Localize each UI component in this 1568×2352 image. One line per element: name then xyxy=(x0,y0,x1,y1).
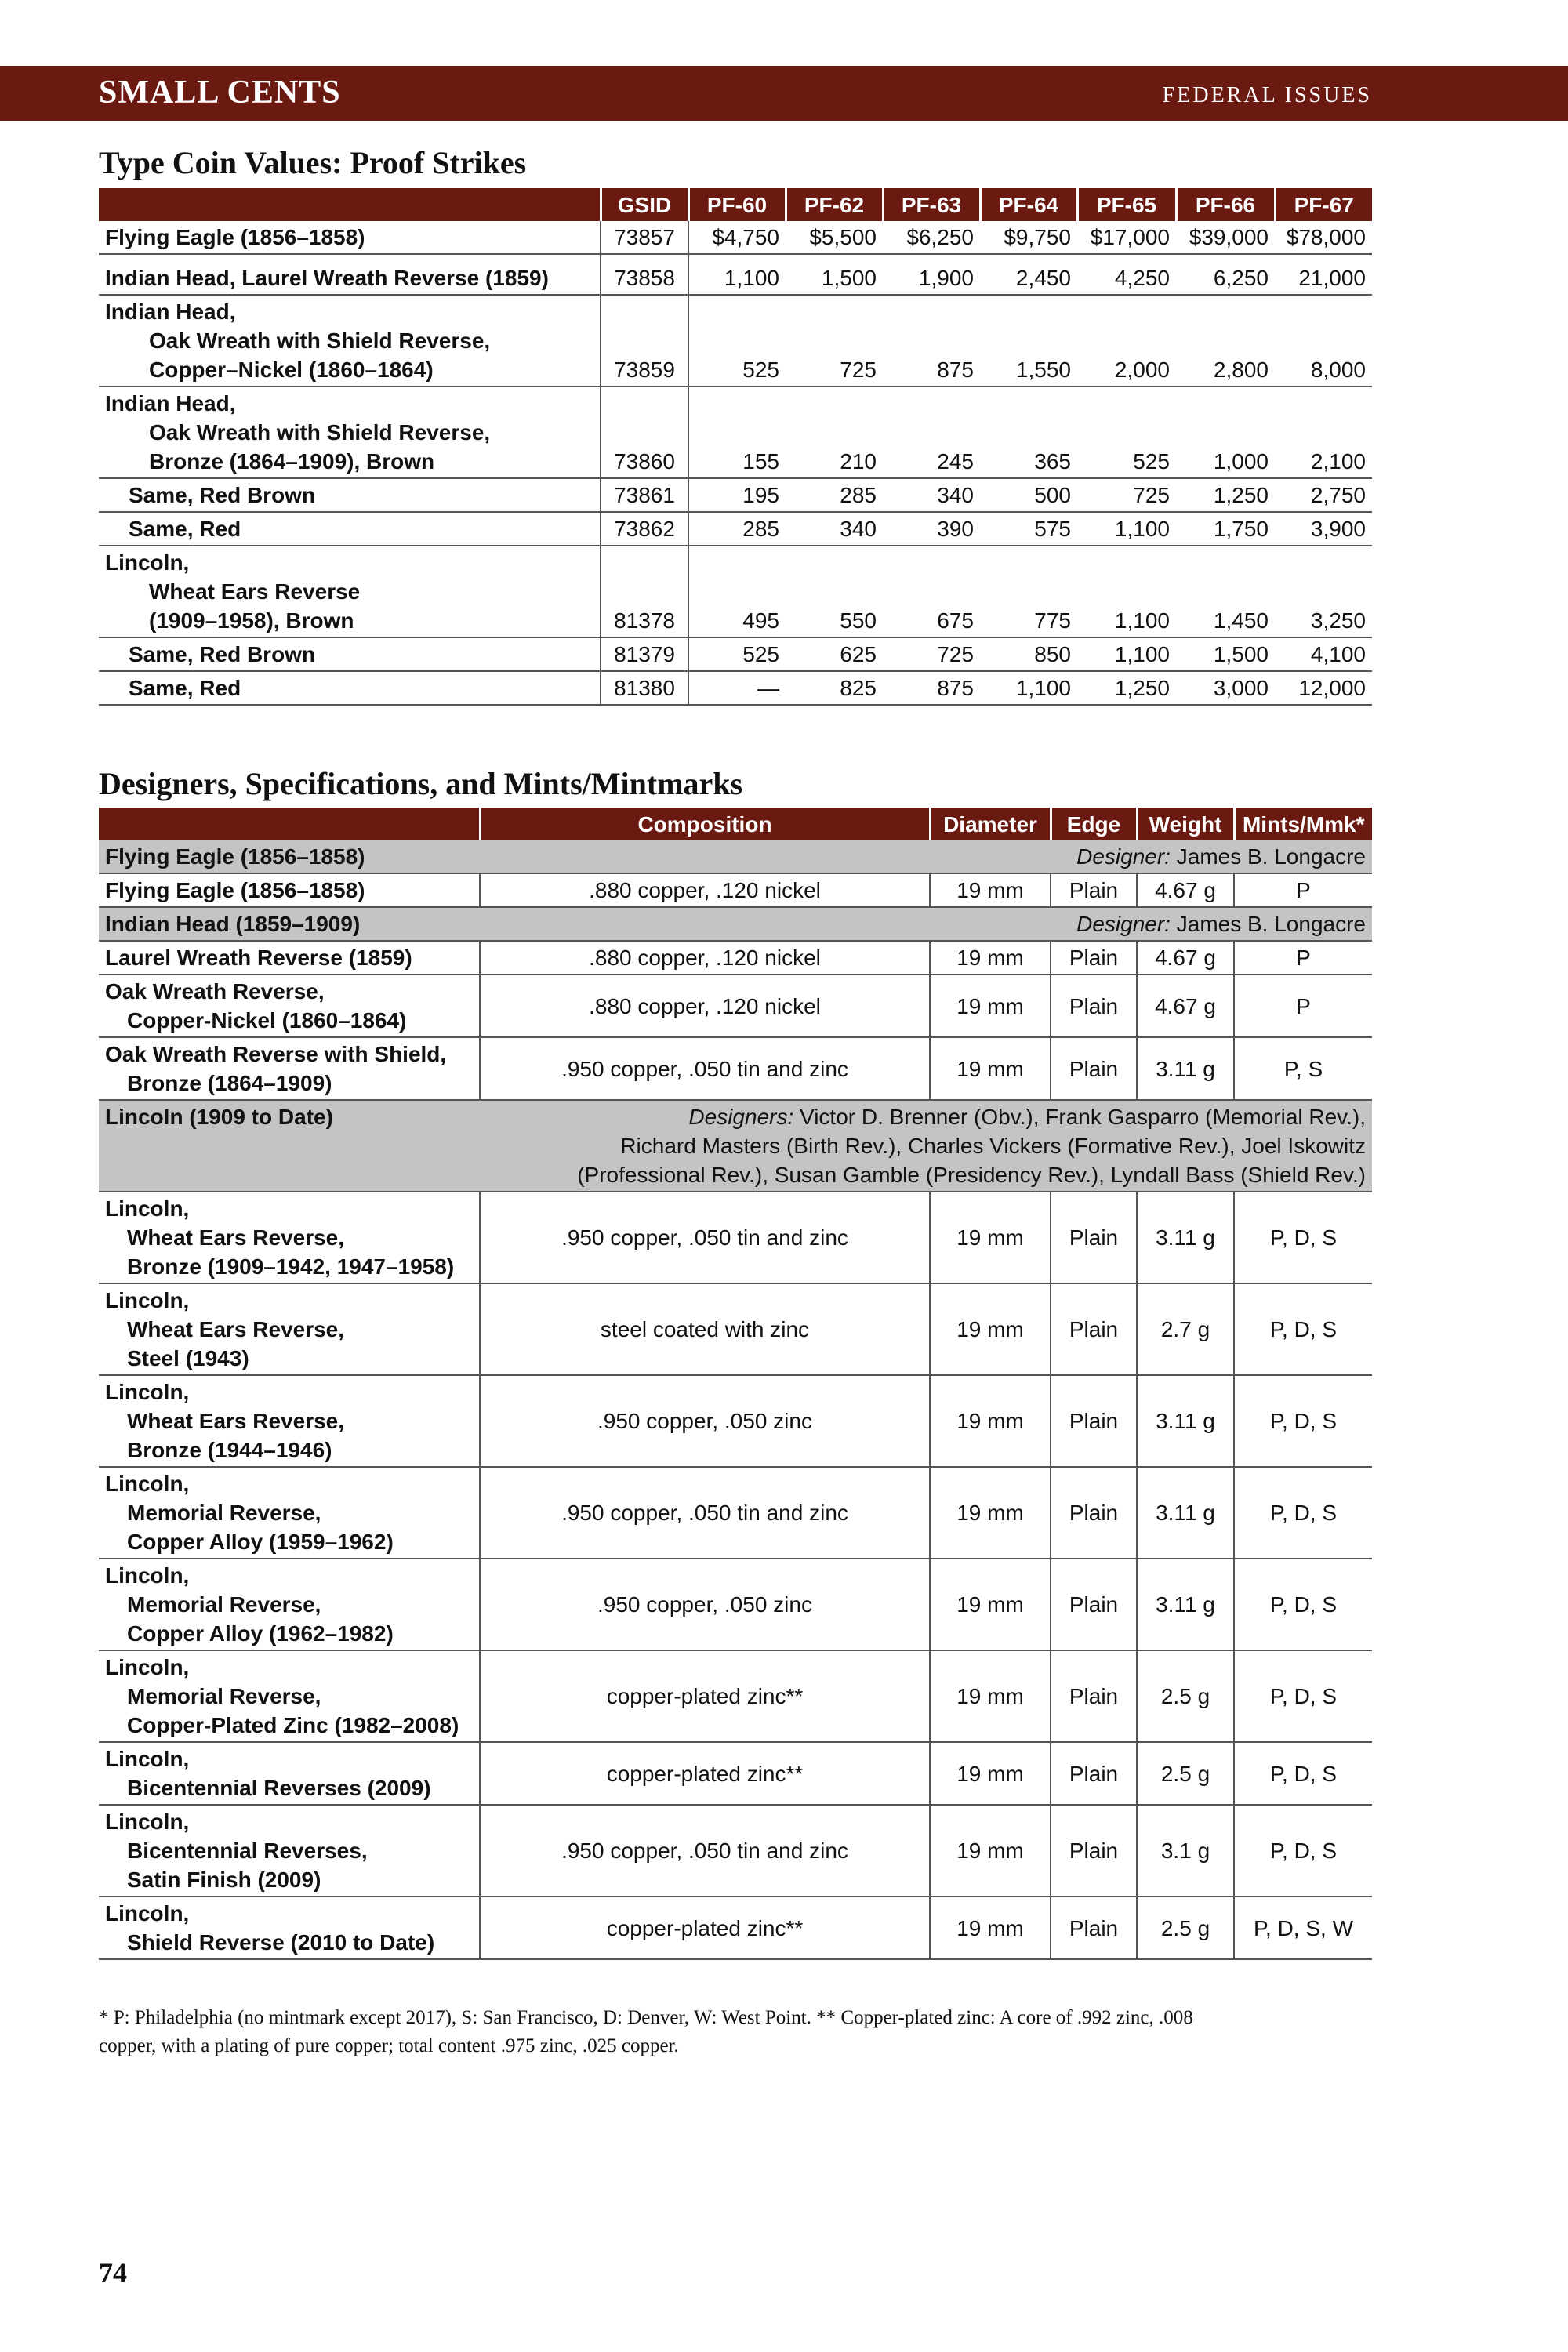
coin-type-line: Same, Red xyxy=(129,676,241,700)
value-cell: 725 xyxy=(1077,478,1176,512)
group-row-flying-eagle xyxy=(99,840,1372,873)
mints-cell: P, D, S xyxy=(1234,1192,1372,1283)
diameter-cell: 19 mm xyxy=(930,1559,1051,1650)
mints-cell: P xyxy=(1234,941,1372,975)
designer-cell xyxy=(480,840,1372,873)
section-title: SMALL CENTS xyxy=(99,74,341,111)
value-cell: 725 xyxy=(883,637,980,671)
proof-row xyxy=(99,512,1372,546)
gsid-cell: 73858 xyxy=(601,254,688,295)
value-cell: 8,000 xyxy=(1275,295,1372,387)
value-cell: 525 xyxy=(1077,387,1176,478)
value-cell: 340 xyxy=(786,512,883,546)
weight-cell: 2.5 g xyxy=(1137,1650,1234,1742)
diameter-cell: 19 mm xyxy=(930,1805,1051,1896)
value-cell: 575 xyxy=(980,512,1077,546)
designer-label: Designers: xyxy=(688,1105,794,1129)
spec-row xyxy=(99,1192,1372,1283)
coin-variety-line: Copper Alloy (1962–1982) xyxy=(127,1621,394,1646)
edge-cell: Plain xyxy=(1051,1467,1137,1559)
spec-row xyxy=(99,1037,1372,1100)
value-cell: 725 xyxy=(786,295,883,387)
proof-row xyxy=(99,478,1372,512)
mints-cell: P, D, S xyxy=(1234,1283,1372,1375)
weight-cell: 4.67 g xyxy=(1137,873,1234,907)
group-name: Indian Head (1859–1909) xyxy=(99,907,480,941)
value-cell: 340 xyxy=(883,478,980,512)
mints-cell: P, D, S xyxy=(1234,1650,1372,1742)
weight-cell: 2.5 g xyxy=(1137,1896,1234,1959)
designer-names: Victor D. Brenner (Obv.), Frank Gasparro (Memorial Rev.), xyxy=(800,1105,1366,1129)
spec-row xyxy=(99,873,1372,907)
value-cell: 500 xyxy=(980,478,1077,512)
coin-variety-line: Lincoln, xyxy=(105,1472,190,1496)
specs-table-title: Designers, Specifications, and Mints/Mintmarks xyxy=(99,766,743,801)
gsid-cell: 73861 xyxy=(601,478,688,512)
value-cell: — xyxy=(688,671,786,705)
gsid-cell: 81380 xyxy=(601,671,688,705)
coin-type-cell xyxy=(99,512,601,546)
weight-cell: 2.5 g xyxy=(1137,1742,1234,1805)
group-name: Lincoln (1909 to Date) xyxy=(99,1100,480,1192)
value-cell: 495 xyxy=(688,546,786,637)
coin-type-cell xyxy=(99,295,601,387)
designer-label: Designer: xyxy=(1076,844,1171,869)
coin-variety-cell xyxy=(99,1283,480,1375)
header-blank xyxy=(99,808,480,840)
edge-cell: Plain xyxy=(1051,1037,1137,1100)
coin-type-cell xyxy=(99,671,601,705)
col-composition: Composition xyxy=(480,808,930,840)
value-cell: 2,800 xyxy=(1176,295,1275,387)
diameter-cell: 19 mm xyxy=(930,1283,1051,1375)
value-cell: 1,500 xyxy=(786,254,883,295)
group-row-lincoln xyxy=(99,1100,1372,1192)
value-cell: $9,750 xyxy=(980,221,1077,254)
coin-variety-line: Bronze (1864–1909) xyxy=(127,1071,332,1095)
coin-variety-cell xyxy=(99,975,480,1037)
edge-cell: Plain xyxy=(1051,975,1137,1037)
value-cell: 550 xyxy=(786,546,883,637)
coin-variety-line: Copper-Nickel (1860–1864) xyxy=(127,1008,407,1033)
page-number: 74 xyxy=(99,2257,127,2288)
value-cell: 875 xyxy=(883,295,980,387)
weight-cell: 3.11 g xyxy=(1137,1467,1234,1559)
col-pf62: PF-62 xyxy=(786,188,883,221)
value-cell: $4,750 xyxy=(688,221,786,254)
coin-type-line: Oak Wreath with Shield Reverse, xyxy=(149,328,491,353)
value-cell: 3,250 xyxy=(1275,546,1372,637)
composition-cell: .950 copper, .050 tin and zinc xyxy=(480,1467,930,1559)
spec-row xyxy=(99,975,1372,1037)
coin-variety-line: Oak Wreath Reverse, xyxy=(105,979,325,1004)
proof-header-row xyxy=(99,188,1372,221)
spec-row xyxy=(99,1375,1372,1467)
value-cell: 3,900 xyxy=(1275,512,1372,546)
col-pf60: PF-60 xyxy=(688,188,786,221)
coin-variety-line: Memorial Reverse, xyxy=(127,1684,321,1708)
value-cell: 1,100 xyxy=(980,671,1077,705)
category-title: FEDERAL ISSUES xyxy=(1162,83,1372,107)
value-cell: 1,500 xyxy=(1176,637,1275,671)
coin-variety-line: Memorial Reverse, xyxy=(127,1592,321,1617)
composition-cell: copper-plated zinc** xyxy=(480,1742,930,1805)
diameter-cell: 19 mm xyxy=(930,1896,1051,1959)
coin-type-cell xyxy=(99,478,601,512)
value-cell: 285 xyxy=(688,512,786,546)
composition-cell: steel coated with zinc xyxy=(480,1283,930,1375)
designer-names: Richard Masters (Birth Rev.), Charles Vickers (Formative Rev.), Joel Iskowitz xyxy=(620,1134,1366,1158)
value-cell: 1,000 xyxy=(1176,387,1275,478)
spec-row xyxy=(99,1467,1372,1559)
proof-row xyxy=(99,254,1372,295)
coin-type-line: Copper–Nickel (1860–1864) xyxy=(149,358,434,382)
coin-type-line: (1909–1958), Brown xyxy=(149,608,354,633)
coin-variety-line: Bicentennial Reverses (2009) xyxy=(127,1776,431,1800)
proof-values-table xyxy=(99,188,1372,706)
mints-cell: P, D, S xyxy=(1234,1742,1372,1805)
coin-variety-line: Wheat Ears Reverse, xyxy=(127,1317,345,1341)
value-cell: 3,000 xyxy=(1176,671,1275,705)
mints-cell: P xyxy=(1234,873,1372,907)
composition-cell: .880 copper, .120 nickel xyxy=(480,941,930,975)
coin-variety-line: Lincoln, xyxy=(105,1196,190,1221)
edge-cell: Plain xyxy=(1051,1805,1137,1896)
value-cell: 1,250 xyxy=(1077,671,1176,705)
mints-cell: P, D, S, W xyxy=(1234,1896,1372,1959)
coin-variety-cell xyxy=(99,1037,480,1100)
value-cell: $5,500 xyxy=(786,221,883,254)
mints-cell: P, D, S xyxy=(1234,1805,1372,1896)
value-cell: 6,250 xyxy=(1176,254,1275,295)
value-cell: 525 xyxy=(688,295,786,387)
coin-variety-line: Lincoln, xyxy=(105,1655,190,1679)
edge-cell: Plain xyxy=(1051,1559,1137,1650)
coin-type-cell xyxy=(99,637,601,671)
mints-cell: P, D, S xyxy=(1234,1467,1372,1559)
col-mints: Mints/Mmk* xyxy=(1234,808,1372,840)
spec-row xyxy=(99,1650,1372,1742)
value-cell: 2,750 xyxy=(1275,478,1372,512)
value-cell: 210 xyxy=(786,387,883,478)
diameter-cell: 19 mm xyxy=(930,975,1051,1037)
coin-variety-line: Wheat Ears Reverse, xyxy=(127,1409,345,1433)
coin-variety-line: Copper Alloy (1959–1962) xyxy=(127,1530,394,1554)
designer-name: James B. Longacre xyxy=(1176,912,1366,936)
edge-cell: Plain xyxy=(1051,873,1137,907)
coin-type-line: Indian Head, xyxy=(105,299,236,324)
value-cell: 1,750 xyxy=(1176,512,1275,546)
composition-cell: .950 copper, .050 tin and zinc xyxy=(480,1192,930,1283)
col-diameter: Diameter xyxy=(930,808,1051,840)
value-cell: $78,000 xyxy=(1275,221,1372,254)
edge-cell: Plain xyxy=(1051,941,1137,975)
value-cell: 850 xyxy=(980,637,1077,671)
weight-cell: 4.67 g xyxy=(1137,941,1234,975)
coin-variety-line: Shield Reverse (2010 to Date) xyxy=(127,1930,435,1955)
edge-cell: Plain xyxy=(1051,1192,1137,1283)
footnote-line-1: * P: Philadelphia (no mintmark except 2017), S: San Francisco, D: Denver, W: West Point. ** Copper-plated zinc: A core of .992 zinc, .008 xyxy=(99,2007,1193,2028)
composition-cell: copper-plated zinc** xyxy=(480,1650,930,1742)
edge-cell: Plain xyxy=(1051,1650,1137,1742)
gsid-cell: 73859 xyxy=(601,295,688,387)
coin-variety-line: Lincoln, xyxy=(105,1563,190,1588)
gsid-cell: 81378 xyxy=(601,546,688,637)
value-cell: 21,000 xyxy=(1275,254,1372,295)
spec-row xyxy=(99,941,1372,975)
composition-cell: .950 copper, .050 zinc xyxy=(480,1559,930,1650)
specs-header-row xyxy=(99,808,1372,840)
coin-variety-line: Laurel Wreath Reverse (1859) xyxy=(105,946,412,970)
group-name: Flying Eagle (1856–1858) xyxy=(99,840,480,873)
coin-type-line: Flying Eagle (1856–1858) xyxy=(105,225,365,249)
value-cell: 1,250 xyxy=(1176,478,1275,512)
coin-variety-cell xyxy=(99,1192,480,1283)
weight-cell: 3.11 g xyxy=(1137,1192,1234,1283)
coin-variety-cell xyxy=(99,1742,480,1805)
value-cell: 675 xyxy=(883,546,980,637)
value-cell: 525 xyxy=(688,637,786,671)
weight-cell: 3.11 g xyxy=(1137,1559,1234,1650)
coin-variety-line: Steel (1943) xyxy=(127,1346,249,1370)
weight-cell: 3.1 g xyxy=(1137,1805,1234,1896)
designer-cell xyxy=(480,1100,1372,1192)
coin-variety-cell xyxy=(99,1805,480,1896)
edge-cell: Plain xyxy=(1051,1283,1137,1375)
edge-cell: Plain xyxy=(1051,1742,1137,1805)
coin-type-cell xyxy=(99,546,601,637)
col-weight: Weight xyxy=(1137,808,1234,840)
coin-variety-line: Bronze (1909–1942, 1947–1958) xyxy=(127,1254,455,1279)
value-cell: 2,100 xyxy=(1275,387,1372,478)
diameter-cell: 19 mm xyxy=(930,941,1051,975)
edge-cell: Plain xyxy=(1051,1896,1137,1959)
composition-cell: .880 copper, .120 nickel xyxy=(480,873,930,907)
value-cell: 775 xyxy=(980,546,1077,637)
value-cell: 2,450 xyxy=(980,254,1077,295)
coin-type-line: Indian Head, xyxy=(105,391,236,416)
spec-row xyxy=(99,1896,1372,1959)
value-cell: 1,550 xyxy=(980,295,1077,387)
proof-row xyxy=(99,546,1372,637)
coin-type-line: Same, Red Brown xyxy=(129,483,316,507)
weight-cell: 3.11 g xyxy=(1137,1375,1234,1467)
gsid-cell: 73862 xyxy=(601,512,688,546)
value-cell: $6,250 xyxy=(883,221,980,254)
proof-row xyxy=(99,221,1372,254)
col-pf65: PF-65 xyxy=(1077,188,1176,221)
spec-row xyxy=(99,1805,1372,1896)
value-cell: 1,900 xyxy=(883,254,980,295)
proof-row xyxy=(99,387,1372,478)
col-pf67: PF-67 xyxy=(1275,188,1372,221)
value-cell: 285 xyxy=(786,478,883,512)
designer-names: (Professional Rev.), Susan Gamble (Presidency Rev.), Lyndall Bass (Shield Rev.) xyxy=(577,1163,1366,1187)
col-pf64: PF-64 xyxy=(980,188,1077,221)
coin-variety-cell xyxy=(99,1375,480,1467)
col-edge: Edge xyxy=(1051,808,1137,840)
value-cell: 625 xyxy=(786,637,883,671)
diameter-cell: 19 mm xyxy=(930,1192,1051,1283)
group-row-indian-head xyxy=(99,907,1372,941)
header-blank xyxy=(99,188,601,221)
value-cell: 4,250 xyxy=(1077,254,1176,295)
coin-variety-cell xyxy=(99,1896,480,1959)
coin-type-cell xyxy=(99,387,601,478)
gsid-cell: 81379 xyxy=(601,637,688,671)
diameter-cell: 19 mm xyxy=(930,1650,1051,1742)
coin-variety-line: Bicentennial Reverses, xyxy=(127,1838,368,1863)
composition-cell: .950 copper, .050 tin and zinc xyxy=(480,1805,930,1896)
value-cell: 195 xyxy=(688,478,786,512)
composition-cell: .950 copper, .050 zinc xyxy=(480,1375,930,1467)
value-cell: 4,100 xyxy=(1275,637,1372,671)
gsid-cell: 73857 xyxy=(601,221,688,254)
coin-variety-cell xyxy=(99,941,480,975)
value-cell: 1,100 xyxy=(1077,637,1176,671)
proof-row xyxy=(99,637,1372,671)
designer-label: Designer: xyxy=(1076,912,1171,936)
coin-variety-cell xyxy=(99,1650,480,1742)
section-header-band xyxy=(0,66,1568,121)
composition-cell: .950 copper, .050 tin and zinc xyxy=(480,1037,930,1100)
value-cell: 390 xyxy=(883,512,980,546)
coin-variety-line: Copper-Plated Zinc (1982–2008) xyxy=(127,1713,459,1737)
col-pf66: PF-66 xyxy=(1176,188,1275,221)
diameter-cell: 19 mm xyxy=(930,1467,1051,1559)
coin-type-line: Indian Head, Laurel Wreath Reverse (1859) xyxy=(105,266,549,290)
value-cell: 1,100 xyxy=(1077,512,1176,546)
proof-row xyxy=(99,295,1372,387)
coin-type-cell xyxy=(99,254,601,295)
coin-type-line: Same, Red Brown xyxy=(129,642,316,666)
diameter-cell: 19 mm xyxy=(930,1375,1051,1467)
gsid-cell: 73860 xyxy=(601,387,688,478)
value-cell: 2,000 xyxy=(1077,295,1176,387)
value-cell: 365 xyxy=(980,387,1077,478)
proof-table-title: Type Coin Values: Proof Strikes xyxy=(99,145,527,180)
mints-cell: P xyxy=(1234,975,1372,1037)
diameter-cell: 19 mm xyxy=(930,1037,1051,1100)
composition-cell: copper-plated zinc** xyxy=(480,1896,930,1959)
coin-variety-line: Wheat Ears Reverse, xyxy=(127,1225,345,1250)
specs-table xyxy=(99,808,1372,1960)
spec-row xyxy=(99,1742,1372,1805)
col-gsid: GSID xyxy=(601,188,688,221)
footnote xyxy=(99,2004,1377,2060)
value-cell: 245 xyxy=(883,387,980,478)
value-cell: 1,100 xyxy=(1077,546,1176,637)
coin-variety-line: Lincoln, xyxy=(105,1809,190,1834)
designer-cell xyxy=(480,907,1372,941)
coin-type-cell xyxy=(99,221,601,254)
coin-variety-line: Oak Wreath Reverse with Shield, xyxy=(105,1042,447,1066)
footnote-line-2: copper, with a plating of pure copper; total content .975 zinc, .025 copper. xyxy=(99,2035,679,2056)
value-cell: $17,000 xyxy=(1077,221,1176,254)
coin-variety-cell xyxy=(99,1467,480,1559)
diameter-cell: 19 mm xyxy=(930,873,1051,907)
weight-cell: 3.11 g xyxy=(1137,1037,1234,1100)
coin-variety-line: Lincoln, xyxy=(105,1747,190,1771)
proof-row xyxy=(99,671,1372,705)
mints-cell: P, D, S xyxy=(1234,1559,1372,1650)
coin-variety-line: Lincoln, xyxy=(105,1380,190,1404)
coin-variety-line: Flying Eagle (1856–1858) xyxy=(105,878,365,902)
mints-cell: P, S xyxy=(1234,1037,1372,1100)
mints-cell: P, D, S xyxy=(1234,1375,1372,1467)
coin-type-line: Wheat Ears Reverse xyxy=(149,579,361,604)
diameter-cell: 19 mm xyxy=(930,1742,1051,1805)
value-cell: 1,450 xyxy=(1176,546,1275,637)
designer-name: James B. Longacre xyxy=(1176,844,1366,869)
weight-cell: 4.67 g xyxy=(1137,975,1234,1037)
coin-variety-line: Bronze (1944–1946) xyxy=(127,1438,332,1462)
coin-variety-cell xyxy=(99,1559,480,1650)
coin-variety-line: Lincoln, xyxy=(105,1288,190,1312)
weight-cell: 2.7 g xyxy=(1137,1283,1234,1375)
coin-type-line: Bronze (1864–1909), Brown xyxy=(149,449,435,474)
coin-type-line: Lincoln, xyxy=(105,550,190,575)
coin-variety-line: Satin Finish (2009) xyxy=(127,1867,321,1892)
coin-type-line: Oak Wreath with Shield Reverse, xyxy=(149,420,491,445)
edge-cell: Plain xyxy=(1051,1375,1137,1467)
value-cell: 12,000 xyxy=(1275,671,1372,705)
coin-variety-line: Lincoln, xyxy=(105,1901,190,1926)
spec-row xyxy=(99,1283,1372,1375)
value-cell: 155 xyxy=(688,387,786,478)
value-cell: $39,000 xyxy=(1176,221,1275,254)
coin-variety-cell xyxy=(99,873,480,907)
value-cell: 825 xyxy=(786,671,883,705)
composition-cell: .880 copper, .120 nickel xyxy=(480,975,930,1037)
coin-type-line: Same, Red xyxy=(129,517,241,541)
value-cell: 1,100 xyxy=(688,254,786,295)
coin-variety-line: Memorial Reverse, xyxy=(127,1501,321,1525)
spec-row xyxy=(99,1559,1372,1650)
col-pf63: PF-63 xyxy=(883,188,980,221)
value-cell: 875 xyxy=(883,671,980,705)
